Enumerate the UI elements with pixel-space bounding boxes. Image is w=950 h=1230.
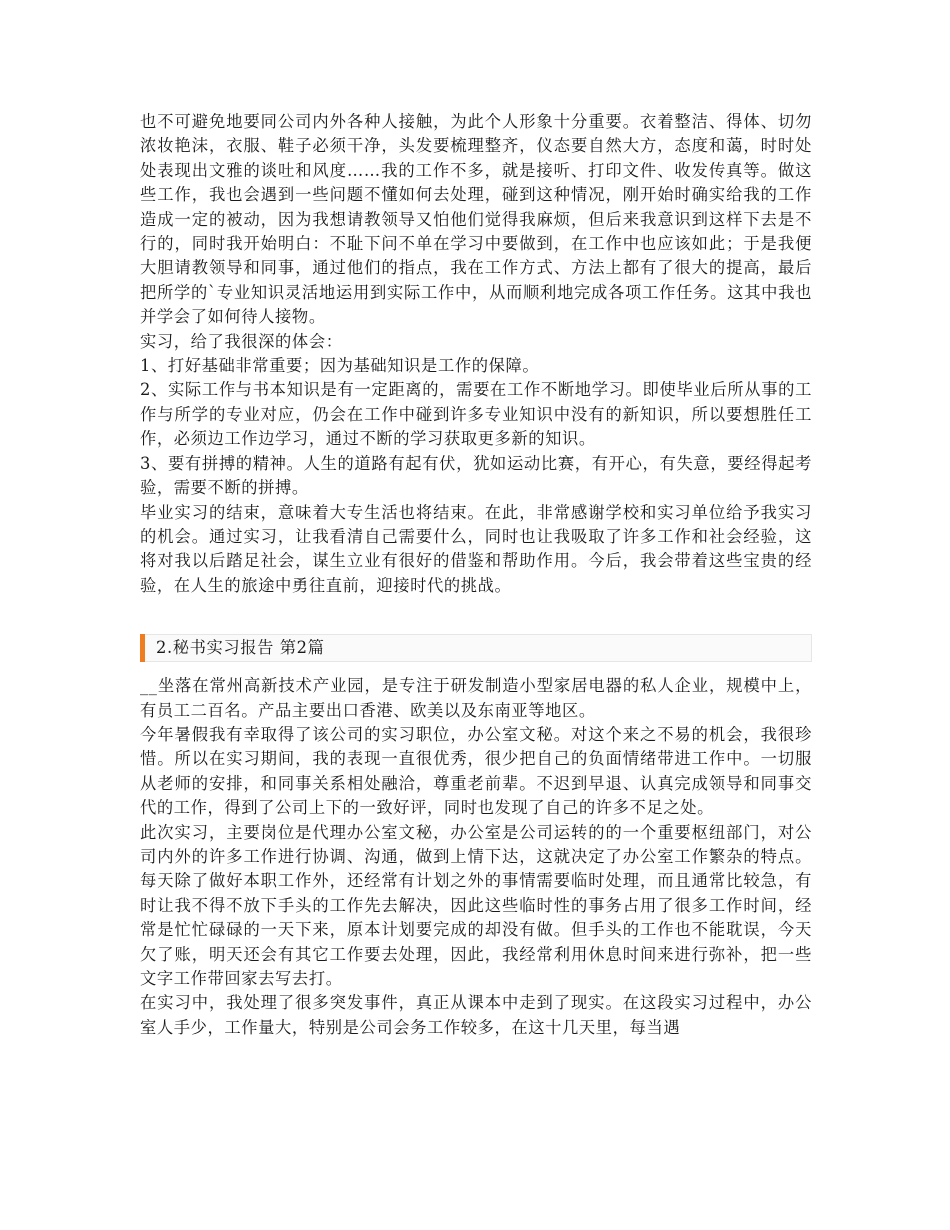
paragraph-emergencies: 在实习中，我处理了很多突发事件，真正从课本中走到了现实。在这段实习过程中，办公室人手少，工作量大，特别是公司会务工作较多，在这十几天里，每当遇 (140, 993, 812, 1037)
document-body (140, 110, 812, 1040)
paragraph-experience-intro: 实习，给了我很深的体会： (140, 331, 343, 351)
paragraph-internship-position: 今年暑假我有幸取得了该公司的实习职位，办公室文秘。对这个来之不易的机会，我很珍惜。所以在实习期间，我的表现一直很优秀，很少把自己的负面情绪带进工作中。一切服从老师的安排，和同事关系相处融洽，尊重老前辈。不迟到早退、认真完成领导和同事交代的工作，得到了公司上下的一致好评，同时也发现了自己的许多不足之处。 (140, 724, 812, 818)
paragraph-personal-image: 也不可避免地要同公司内外各种人接触，为此个人形象十分重要。衣着整洁、得体、切勿浓妆艳沫，衣服、鞋子必须干净，头发要梳理整齐，仪态要自然大方，态度和蔼，时时处处表现出文雅的谈吐和风度……我的工作不多，就是接听、打印文件、收发传真等。做这些工作，我也会遇到一些问题不懂如何去处理，碰到这种情况，刚开始时确实给我的工作造成一定的被动，因为我想请教领导又怕他们觉得我麻烦，但后来我意识到这样下去是不行的，同时我开始明白：不耻下问不单在学习中要做到，在工作中也应该如此；于是我便大胆请教领导和同事，通过他们的指点，我在工作方式、方法上都有了很大的提高，最后把所学的`专业知识灵活地运用到实际工作中，从而顺利地完成各项工作任务。这其中我也并学会了如何待人接物。 (140, 112, 812, 327)
section-heading (140, 634, 812, 662)
paragraph-company-intro: __坐落在常州高新技术产业园，是专注于研发制造小型家居电器的私人企业，规模中上，有员工二百名。产品主要出口香港、欧美以及东南亚等地区。 (140, 676, 812, 720)
section-title: 2.秘书实习报告 第2篇 (156, 638, 325, 658)
paragraph-point-1: 1、打好基础非常重要；因为基础知识是工作的保障。 (140, 356, 540, 376)
paragraph-point-3: 3、要有拼搏的精神。人生的道路有起有伏，犹如运动比赛，有开心，有失意，要经得起考验，需要不断的拼搏。 (140, 453, 812, 498)
paragraph-office-duties: 此次实习，主要岗位是代理办公室文秘，办公室是公司运转的的一个重要枢纽部门，对公司内外的许多工作进行协调、沟通，做到上情下达，这就决定了办公室工作繁杂的特点。每天除了做好本职工作外，还经常有计划之外的事情需要临时处理，而且通常比较急，有时让我不得不放下手头的工作先去解决，因此这些临时性的事务占用了很多工作时间，经常是忙忙碌碌的一天下来，原本计划要完成的却没有做。但手头的工作也不能耽误，今天欠了账，明天还会有其它工作要去处理，因此，我经常利用休息时间来进行弥补，把一些文字工作带回家去写去打。 (140, 822, 812, 988)
paragraph-point-2: 2、实际工作与书本知识是有一定距离的，需要在工作不断地学习。即使毕业后所从事的工作与所学的专业对应，仍会在工作中碰到许多专业知识中没有的新知识，所以要想胜任工作，必须边工作边学习，通过不断的学习获取更多新的知识。 (140, 380, 812, 449)
paragraph-conclusion: 毕业实习的结束，意味着大专生活也将结束。在此，非常感谢学校和实习单位给予我实习的机会。通过实习，让我看清自己需要什么，同时也让我吸取了许多工作和社会经验，这将对我以后踏足社会，谋生立业有很好的借鉴和帮助作用。今后，我会带着这些宝贵的经验，在人生的旅途中勇往直前，迎接时代的挑战。 (140, 502, 812, 595)
heading-accent-bar (140, 634, 145, 662)
